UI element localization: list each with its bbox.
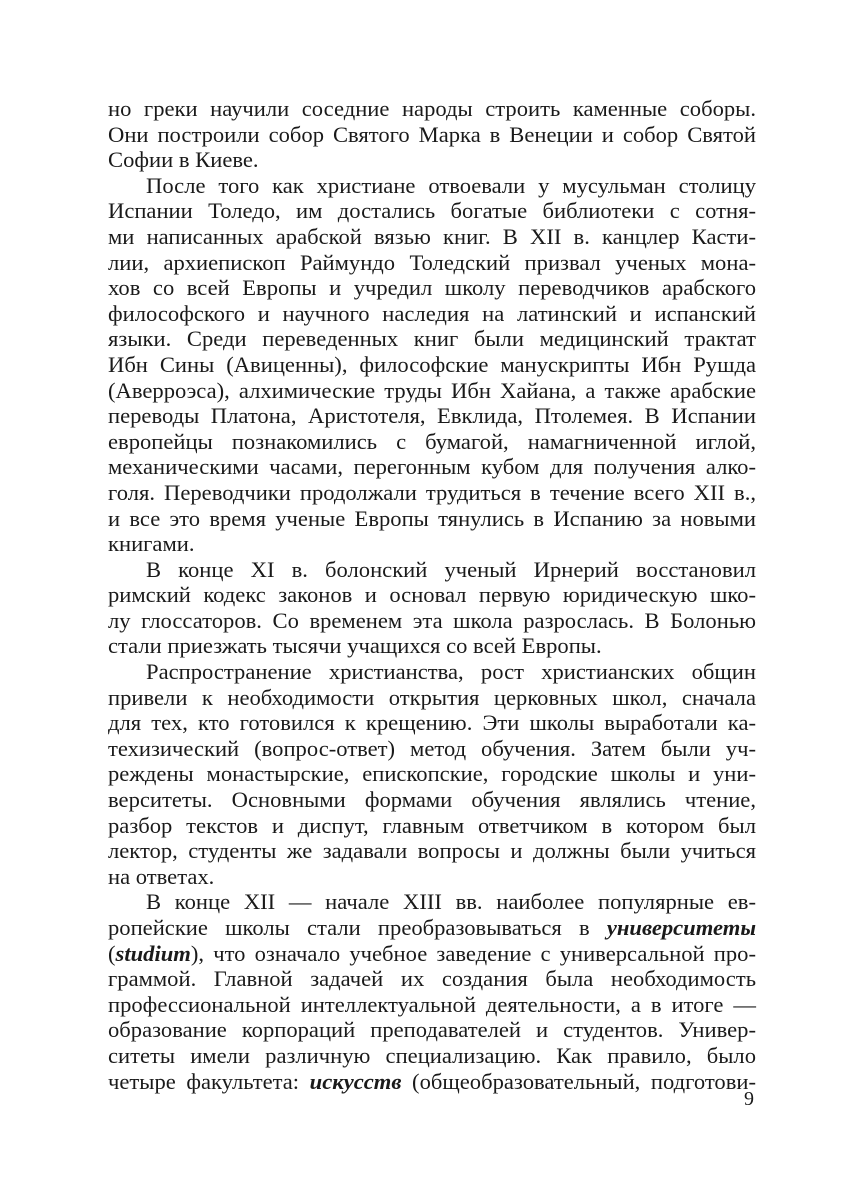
text-line: книгами. (108, 531, 195, 557)
text-line: философского и научного наследия на латинский и испанский (108, 300, 756, 326)
text-line: лу глоссаторов. Со временем эта школа разрослась. В Болонью (108, 607, 756, 633)
text-line (108, 915, 756, 941)
text-line: голя. Переводчики продолжали трудиться в течение всего XII в., (108, 479, 756, 505)
text-line: переводы Платона, Аристотеля, Евклида, Птолемея. В Испании (108, 403, 756, 429)
text-line: Распространение христианства, рост христианских общин (146, 659, 756, 685)
text-line: и все это время ученые Европы тянулись в Испанию за новыми (108, 505, 756, 531)
text-run: четыре факультета: (108, 1068, 310, 1094)
text-line: но греки научили соседние народы строить каменные соборы. (108, 96, 756, 121)
body-text (108, 96, 756, 1094)
text-line: лектор, студенты же задавали вопросы и должны были учиться (108, 838, 756, 864)
paragraph-bologna (108, 557, 756, 659)
text-line: граммой. Главной задачей их создания была необходимость (108, 966, 756, 992)
text-line: ми написанных арабской вязью книг. В XII в. канцлер Касти- (108, 223, 756, 249)
emphasized-term: искусств (309, 1068, 402, 1094)
page-number: 9 (744, 1088, 754, 1110)
text-line: стали приезжать тысячи учащихся со всей Европы. (108, 633, 602, 659)
text-line (108, 941, 756, 967)
text-line: реждены монастырские, епископские, городские школы и уни- (108, 761, 756, 787)
text-line: разбор текстов и диспут, главным ответчиком в котором был (108, 812, 756, 838)
text-line: верситеты. Основными формами обучения являлись чтение, (108, 787, 756, 813)
text-line: В конце XI в. болонский ученый Ирнерий восстановил (146, 556, 756, 582)
text-line: техизический (вопрос-ответ) метод обучения. Затем были уч- (108, 735, 756, 761)
text-line: римский кодекс законов и основал первую юридическую шко- (108, 582, 756, 608)
text-run: ( (108, 940, 116, 966)
text-line: привели к необходимости открытия церковных школ, сначала (108, 684, 756, 710)
text-line: лии, архиепископ Раймундо Толедский призвал ученых мона- (108, 249, 756, 275)
text-line: Ибн Сины (Авиценны), философские манускрипты Ибн Рушда (108, 351, 756, 377)
paragraph-church-schools (108, 659, 756, 889)
text-line: ситеты имели различную специализацию. Как правило, было (108, 1042, 756, 1068)
text-line: образование корпораций преподавателей и студентов. Универ- (108, 1017, 756, 1043)
text-line: В конце XII — начале XIII вв. наиболее популярные ев- (146, 889, 756, 915)
paragraph-1 (108, 96, 756, 173)
text-line: на ответах. (108, 863, 215, 889)
text-line: После того как христиане отвоевали у мусульман столицу (146, 172, 756, 198)
text-line: Софии в Киеве. (108, 147, 259, 173)
text-line: профессиональной интеллектуальной деятельности, а в итоге — (108, 991, 756, 1017)
paragraph-toledo (108, 173, 756, 557)
text-line: европейцы познакомились с бумагой, намагниченной иглой, (108, 428, 756, 454)
text-line (108, 1069, 756, 1095)
emphasized-term: университеты (606, 915, 756, 940)
paragraph-universities (108, 889, 756, 1094)
text-line: Они построили собор Святого Марка в Венеции и собор Святой (108, 121, 756, 147)
text-run: (общеобразовательный, подготови- (401, 1068, 756, 1094)
text-line: для тех, кто готовился к крещению. Эти школы выработали ка- (108, 710, 756, 736)
text-line: Испании Толедо, им достались богатые библиотеки с сотня- (108, 198, 756, 224)
text-line: (Аверроэса), алхимические труды Ибн Хайана, а также арабские (108, 377, 756, 403)
emphasized-term: studium (115, 940, 191, 966)
text-line: языки. Среди переведенных книг были медицинский трактат (108, 326, 756, 352)
text-run: ропейские школы стали преобразовываться в (108, 915, 607, 940)
text-run: ), что означало учебное заведение с универсальной про- (190, 940, 756, 966)
text-line: хов со всей Европы и учредил школу переводчиков арабского (108, 275, 756, 301)
text-line: механическими часами, перегонным кубом для получения алко- (108, 454, 756, 480)
